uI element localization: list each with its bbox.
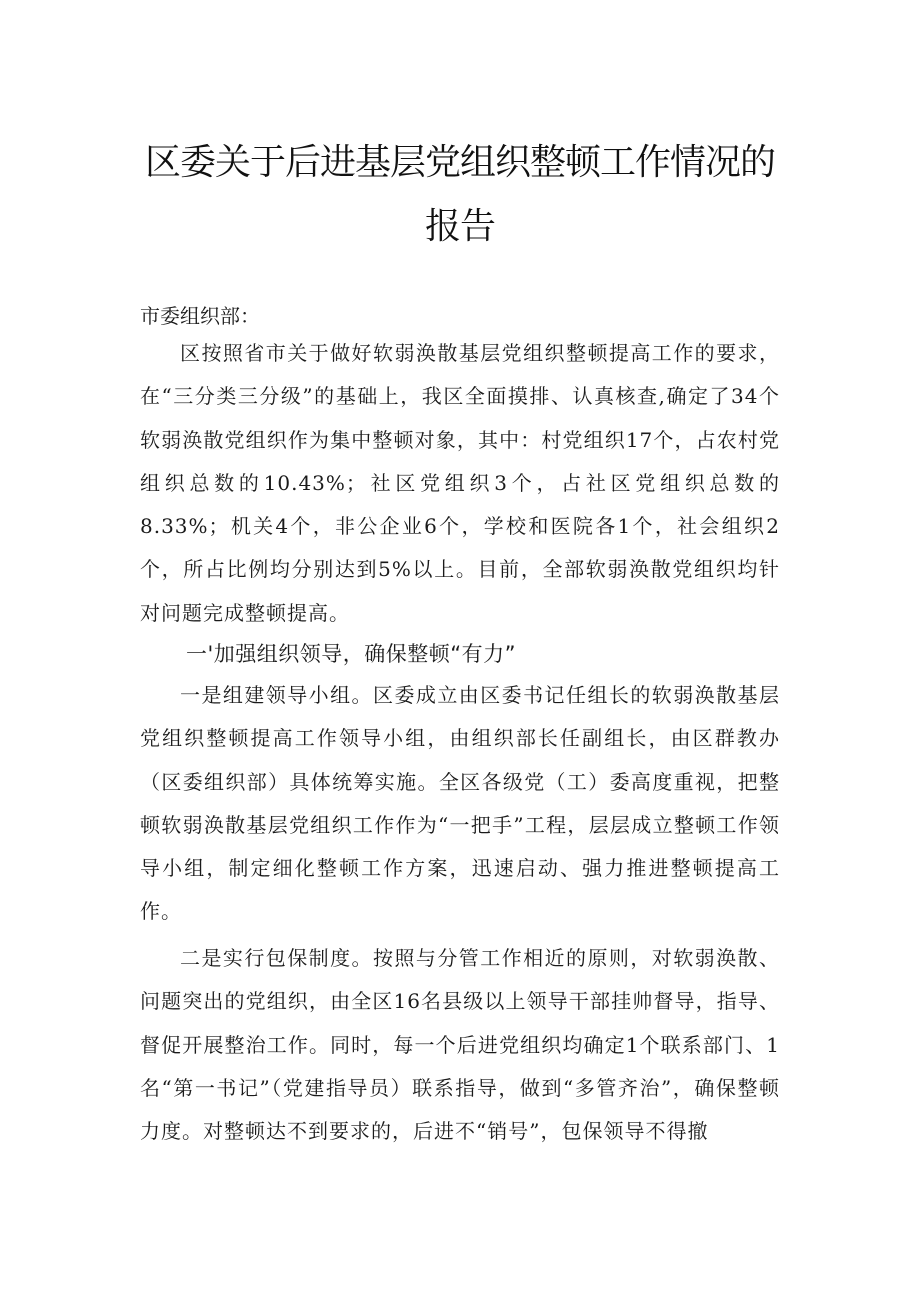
section-heading: 一'加强组织领导，确保整顿“有力” xyxy=(186,642,517,666)
body-paragraph-leadership-group: 一是组建领导小组。区委成立由区委书记任组长的软弱涣散基层党组织整顿提高工作领导小组，由组织部长任副组长，由区群教办（区委组织部）具体统筹实施。全区各级党（工）委高度重视，把整顿软弱涣散基层党组织工作作为“一把手”工程，层层成立整顿工作领导小组，制定细化整顿工作方案，迅速启动、强力推进整顿提高工作。 xyxy=(140,683,780,924)
salutation: 市委组织部： xyxy=(140,304,260,328)
document-title-line1: 区委关于后进基层党组织整顿工作情况的 xyxy=(144,142,775,183)
body-paragraph-responsibility-system: 二是实行包保制度。按照与分管工作相近的原则，对软弱涣散、问题突出的党组织，由全区16名县级以上领导干部挂帅督导，指导、督促开展整治工作。同时，每一个后进党组织均确定1个联系部门、1名“第一书记”（党建指导员）联系指导，做到“多管齐治”，确保整顿力度。对整顿达不到要求的，后进不“销号”，包保领导不得撤 xyxy=(140,946,780,1144)
intro-paragraph: 区按照省市关于做好软弱涣散基层党组织整顿提高工作的要求，在“三分类三分级”的基础上，我区全面摸排、认真核查,确定了34个软弱涣散党组织作为集中整顿对象，其中：村党组织17个，占农村党组织总数的10.43%；社区党组织3个，占社区党组织总数的8.33%；机关4个，非公企业6个，学校和医院各1个，社会组织2个，所占比例均分别达到5%以上。目前，全部软弱涣散党组织均针对问题完成整顿提高。 xyxy=(140,341,780,625)
document-title-line2: 报告 xyxy=(424,206,495,247)
